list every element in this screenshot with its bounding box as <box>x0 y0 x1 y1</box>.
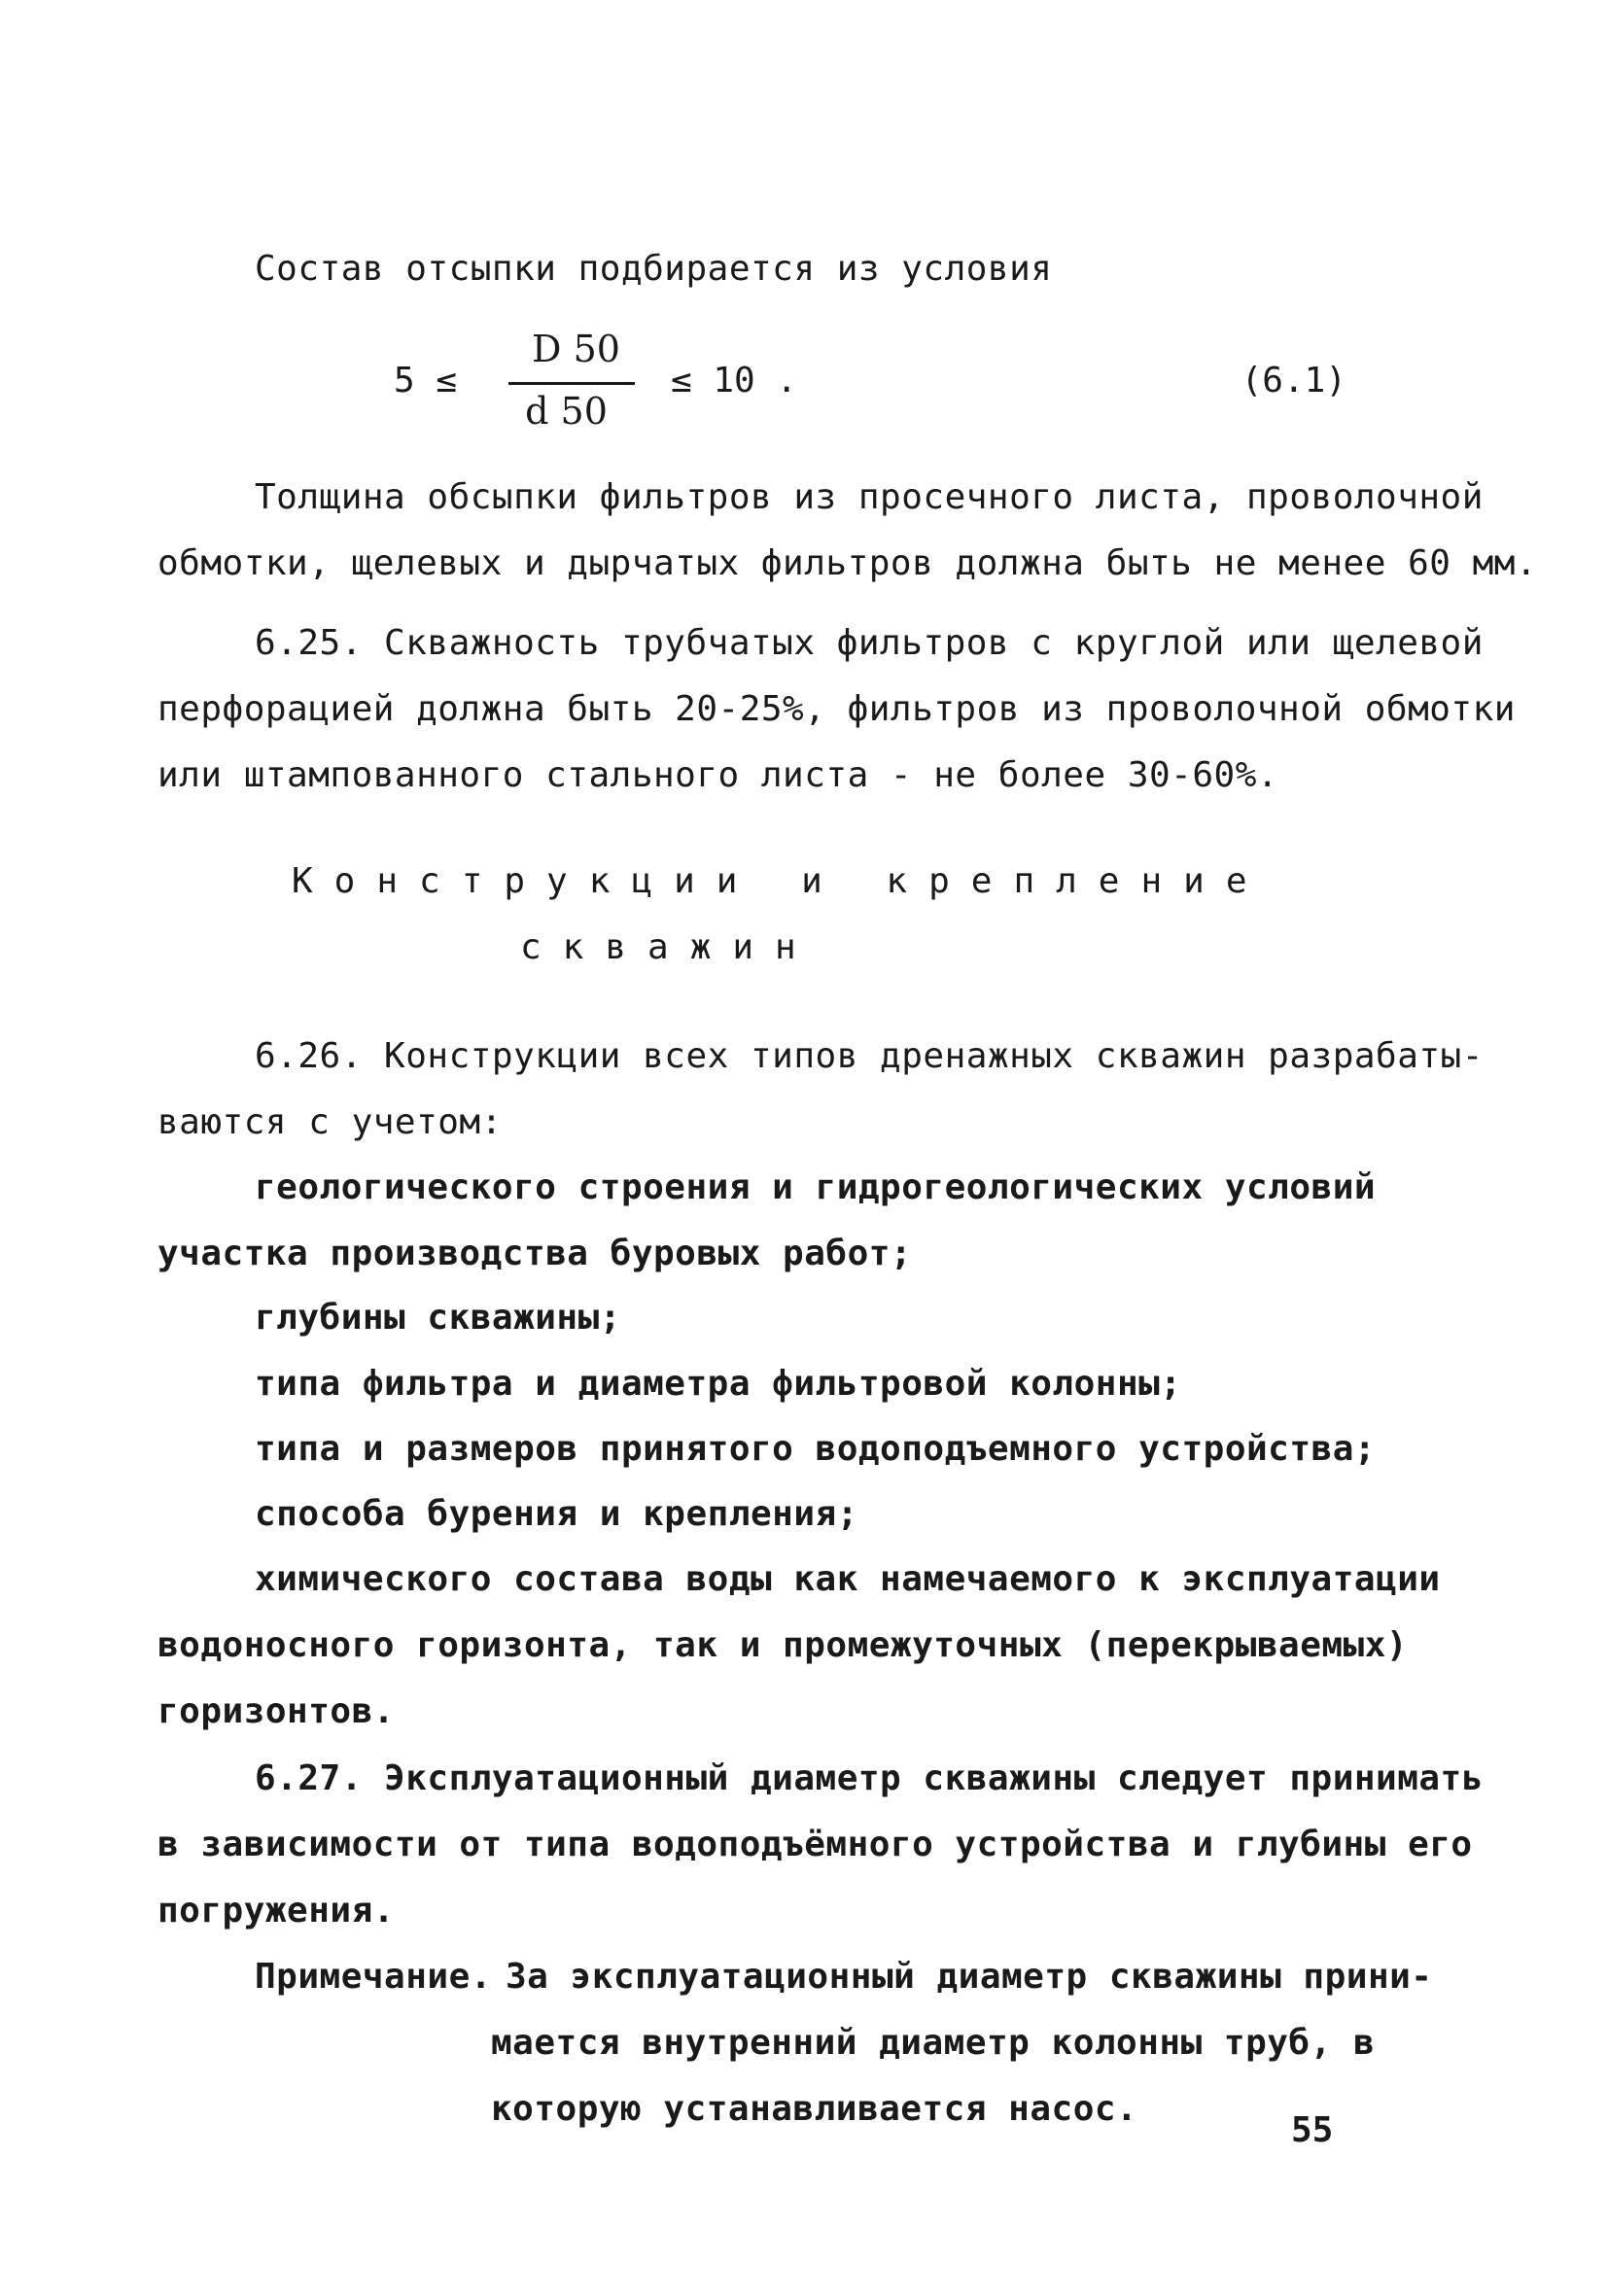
para-6-26-line-1: 6.26. Конструкции всех типов дренажных скважин разрабаты- <box>255 1036 1484 1076</box>
para-6-25-line-2: перфорацией должна быть 20-25%, фильтров из проволочной обмотки <box>157 689 1516 729</box>
para-thickness-line-2: обмотки, щелевых и дырчатых фильтров должна быть не менее 60 мм. <box>157 543 1538 583</box>
list-item-1-line-1: геологического строения и гидрогеологических условий <box>255 1167 1377 1207</box>
para-6-25-line-3: или штампованного стального листа - не более 30-60%. <box>157 755 1279 795</box>
formula-rhs: ≤ 10 . <box>671 361 798 400</box>
note-line-3: которую устанавливается насос. <box>491 2089 1138 2129</box>
para-6-27-line-1: 6.27. Эксплуатационный диаметр скважины следует принимать <box>255 1758 1484 1798</box>
para-6-26-line-2: ваются с учетом: <box>157 1102 503 1142</box>
equation-number: (6.1) <box>1241 361 1346 400</box>
para-thickness-line-1: Толщина обсыпки фильтров из просечного листа, проволочной <box>255 477 1484 517</box>
list-item-6-line-2: водоносного горизонта, так и промежуточных (перекрываемых) <box>157 1625 1409 1665</box>
para-6-27-line-2: в зависимости от типа водоподъёмного устройства и глубины его <box>157 1825 1473 1864</box>
list-item-6-line-1: химического состава воды как намечаемого к эксплуатации <box>255 1559 1441 1599</box>
list-item-3: типа фильтра и диаметра фильтровой колонны; <box>255 1364 1182 1404</box>
formula-6-1 <box>384 326 1366 442</box>
list-item-1-line-2: участка производства буровых работ; <box>157 1234 913 1273</box>
formula-numerator: D 50 <box>532 328 620 370</box>
para-6-25-line-1: 6.25. Скважность трубчатых фильтров с круглой или щелевой <box>255 623 1484 663</box>
note-label: Примечание. <box>255 1957 492 1997</box>
formula-denominator: d 50 <box>525 390 608 433</box>
page-number: 55 <box>1291 2110 1334 2150</box>
formula-fraction <box>501 326 642 442</box>
intro-line: Состав отсыпки подбирается из условия <box>255 249 1053 289</box>
para-6-27-line-3: погружения. <box>157 1891 395 1931</box>
section-heading-line-2: скважин <box>520 927 818 967</box>
section-heading-line-1: Конструкции и крепление <box>292 861 1269 901</box>
note-line-1: За эксплуатационный диаметр скважины прини- <box>506 1957 1433 1997</box>
list-item-6-line-3: горизонтов. <box>157 1691 395 1731</box>
fraction-bar <box>508 382 635 385</box>
list-item-5: способа бурения и крепления; <box>255 1494 858 1534</box>
list-item-2: глубины скважины; <box>255 1298 621 1338</box>
list-item-4: типа и размеров принятого водоподъемного устройства; <box>255 1429 1377 1469</box>
note-line-2: мается внутренний диаметр колонны труб, в <box>491 2023 1376 2063</box>
formula-lhs: 5 ≤ <box>394 361 458 400</box>
